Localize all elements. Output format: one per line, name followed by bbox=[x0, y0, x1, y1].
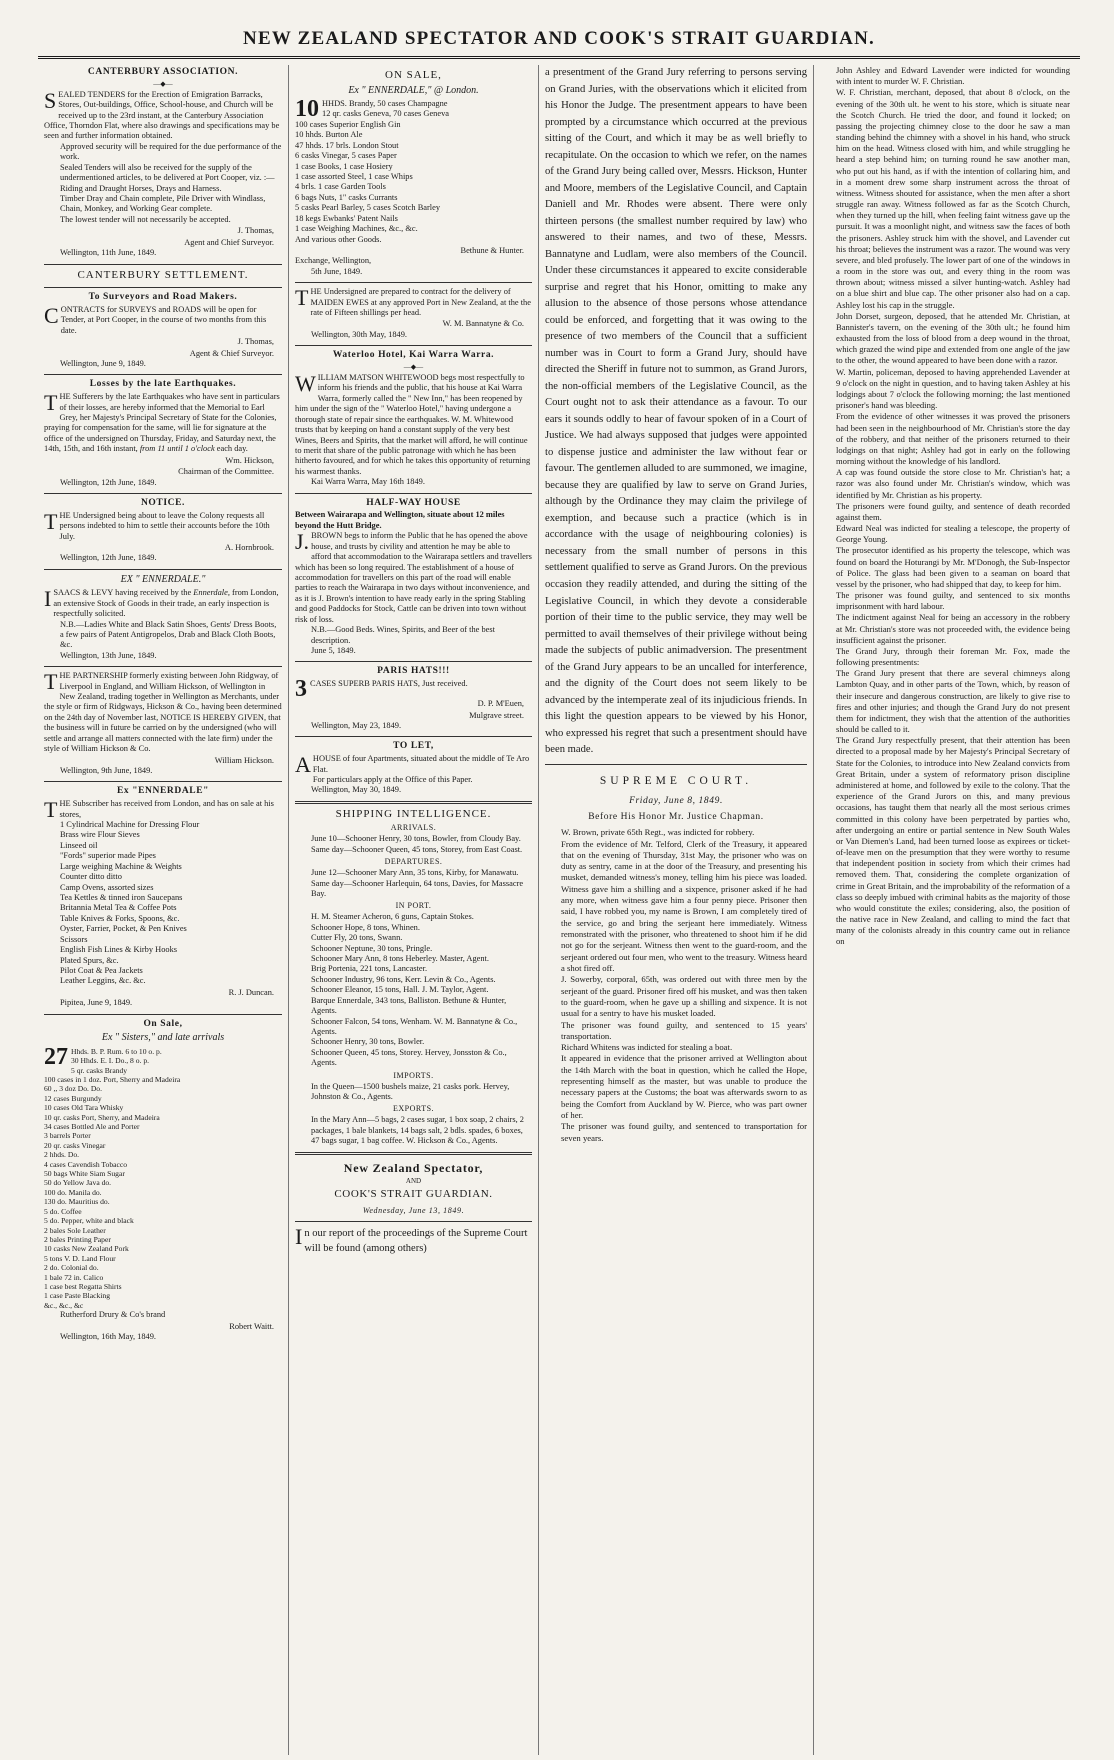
ad-heading: Ex "ENNERDALE" bbox=[116, 786, 210, 797]
report-paragraph: The indictment against Neal for being an accessory in the robbery at Mr. Christian's store was not proceeded with, the evidence being insufficient against the prisoner. bbox=[836, 612, 1070, 645]
ad-date: Wellington, May 30, 1849. bbox=[311, 785, 402, 795]
item-list bbox=[295, 96, 532, 245]
list-item: Hhds. B. P. Rum. 6 to 10 o. p. bbox=[71, 1046, 162, 1056]
ad-heading: On Sale, bbox=[143, 1018, 183, 1029]
divider bbox=[295, 282, 532, 283]
list-item: English Fish Lines & Kirby Hooks bbox=[60, 945, 178, 955]
shipping-entry: Schooner Eleanor, 15 tons, Hall. J. M. Taylor, Agent. bbox=[311, 985, 489, 995]
paper-title: New Zealand Spectator, bbox=[343, 1160, 484, 1175]
ad-signature: William Hickson. bbox=[214, 755, 274, 765]
list-item: 130 do. Mauritius do. bbox=[44, 1197, 110, 1207]
list-item: And various other Goods. bbox=[295, 234, 382, 244]
ad-date: Exchange, Wellington, bbox=[295, 256, 372, 266]
list-item: 2 do. Colonial do. bbox=[44, 1263, 99, 1273]
divider bbox=[44, 287, 282, 288]
ad-body: THE Undersigned are prepared to contract for the delivery of MAIDEN EWES at any approved Port in New Zealand, at the the rate of Fifteen shillings per head. bbox=[295, 285, 531, 318]
ad-date: Wellington, 12th June, 1849. bbox=[60, 553, 157, 563]
paper-title-and: AND bbox=[405, 1177, 422, 1186]
ad-signature: J. Thomas, bbox=[237, 226, 274, 236]
court-paragraph: It appeared in evidence that the prisoner arrived at Wellington about the 14th March with the boat in question, which he called the Hope, representing himself as the master, but was unable to produce the necessary papers at the Customs; the boat was afterwards sworn to as being the Comfort from Auckland by W. Pierce, who was part owner of her. bbox=[561, 1053, 807, 1121]
divider bbox=[295, 493, 532, 494]
column-1 bbox=[38, 65, 288, 1755]
ad-body: Sealed Tenders will also be received for the supply of the undermentioned articles, to be delivered at Port Cooper, viz. :— bbox=[60, 162, 275, 183]
list-item: 1 case Weighing Machines, &c., &c. bbox=[295, 224, 418, 234]
shipping-entry: Schooner Industry, 96 tons, Kerr. Levin & Co., Agents. bbox=[311, 974, 496, 984]
list-item: Plated Spurs, &c. bbox=[60, 955, 119, 965]
dateline: Wednesday, June 13, 1849. bbox=[362, 1205, 465, 1215]
divider bbox=[44, 264, 282, 265]
list-item: 6 casks Vinegar, 5 cases Paper bbox=[295, 151, 397, 161]
ad-body: N.B.—Ladies White and Black Satin Shoes, Gents' Dress Boots, a few pairs of Patent Antigropelos, Drab and Black Cloth Boots, &c. bbox=[60, 619, 277, 650]
report-paragraph: The Grand Jury respectfully present, that their attention has been directed to a proposal made by her Majesty's Principal Secretary of State for the Colonies, to introduce into New Zealand convicts from Great Britain, under a system of reformatory prison discipline administered at home, and followed by exile to the colony. That the experience of the Grand Jurors on this, and many previous occasions, has taught them that nearly all the most serious crimes committed in this colony have been perpetrated by parties who, after undergoing an entire or partial sentence in New South Wales or Van Diemen's Land, had been turned loose as expirees or ticket-of-leave men on the presumption that they were worthy to resume that independent position in society from which their crimes had removed them. That, considering the complete organization of crime in Great Britain, and the improbability of the reformation of a class so deeply imbued with criminal habits as the majority of those who would constitute the exiles; considering, also, the position of the native race in New Zealand, and calling to mind the fact that many of the colonists already in this country came out in reliance on bbox=[836, 735, 1070, 947]
list-item: 1 bale 72 in. Calico bbox=[44, 1272, 104, 1282]
subsection-heading: DEPARTURES. bbox=[384, 857, 443, 867]
masthead: NEW ZEALAND SPECTATOR AND COOK'S STRAIT GUARDIAN. bbox=[38, 28, 1080, 59]
list-item: Linseed oil bbox=[60, 840, 98, 850]
ad-subheading: To Surveyors and Road Makers. bbox=[88, 292, 238, 303]
list-item: 4 cases Cavendish Tobacco bbox=[44, 1159, 128, 1169]
ad-body: THE Undersigned being about to leave the Colony requests all persons indebted to him to settle their accounts before the 10th July. bbox=[44, 508, 270, 541]
ad-signature: Chairman of the Committee. bbox=[178, 467, 274, 477]
list-item: &c., &c., &c bbox=[44, 1300, 84, 1310]
list-item: 20 qr. casks Vinegar bbox=[44, 1140, 106, 1150]
list-item: 100 do. Manila do. bbox=[44, 1187, 102, 1197]
shipping-entry: Barque Ennerdale, 343 tons, Balliston. Bethune & Hunter, Agents. bbox=[311, 995, 507, 1016]
ad-date: Wellington, 30th May, 1849. bbox=[311, 329, 408, 339]
court-paragraph: The prisoner was found guilty, and sentenced to transportation for seven years. bbox=[561, 1121, 807, 1143]
ad-heading: CANTERBURY SETTLEMENT. bbox=[77, 268, 249, 281]
shipping-list bbox=[295, 912, 532, 1068]
ad-subheading: Ex " ENNERDALE," @ London. bbox=[348, 84, 479, 96]
item-list bbox=[44, 1043, 282, 1310]
ad-date: June 5, 1849. bbox=[311, 645, 356, 655]
ad-heading: HALF-WAY HOUSE bbox=[366, 497, 461, 508]
shipping-entry: In the Mary Ann—5 bags, 2 cases sugar, 1 box soap, 2 chairs, 2 packages, 1 bale blankets, 14 bags salt, 2 bdls. spades, 6 boxes, 47 bags sugar, 1 bag coffee. W. Hickson & Co., Agents. bbox=[311, 1115, 524, 1146]
list-item: 5 casks Pearl Barley, 5 cases Scotch Barley bbox=[295, 203, 441, 213]
shipping-entry: Schooner Henry, 30 tons, Bowler. bbox=[311, 1037, 425, 1047]
divider bbox=[44, 666, 282, 667]
list-item: HHDS. Brandy, 50 cases Champagne bbox=[322, 99, 448, 109]
report-paragraph: The prisoners were found guilty, and sentence of death recorded against them. bbox=[836, 500, 1070, 522]
ad-body: N.B.—Good Beds. Wines, Spirits, and Beer of the best description. bbox=[311, 625, 495, 645]
ad-heading: CANTERBURY ASSOCIATION. bbox=[87, 67, 239, 77]
divider bbox=[295, 1152, 532, 1155]
ad-date: Wellington, May 23, 1849. bbox=[311, 720, 402, 730]
ad-body: AHOUSE of four Apartments, situated about the middle of Te Aro Flat. bbox=[295, 752, 530, 778]
ad-body: CONTRACTS for SURVEYS and ROADS will be open for Tender, at Port Cooper, in the course of two months from this date. bbox=[44, 302, 267, 335]
list-item: 60 ,, 3 doz Do. Do. bbox=[44, 1084, 103, 1094]
shipping-entry: H. M. Steamer Acheron, 6 guns, Captain Stokes. bbox=[311, 912, 474, 922]
list-item: 12 qr. casks Geneva, 70 cases Geneva bbox=[322, 109, 449, 119]
ad-signature: W. M. Bannatyne & Co. bbox=[442, 319, 524, 329]
paper-subtitle: COOK'S STRAIT GUARDIAN. bbox=[334, 1188, 493, 1201]
shipping-entry: Schooner Hope, 8 tons, Whinen. bbox=[311, 922, 420, 932]
editorial-lead: In our report of the proceedings of the Supreme Court will be found (among others) bbox=[295, 1223, 528, 1255]
ad-body: For particulars apply at the Office of this Paper. bbox=[312, 775, 473, 785]
ad-signature: Agent and Chief Surveyor. bbox=[184, 237, 274, 247]
report-paragraph: The Grand Jury present that there are several chimneys along Lambton Quay, and in other parts of the Town, which, by reason of their insecure and dangerous construction, are likely to give rise to fires and other injuries; and though the Grand Jury do not present them for indictment, they wish that the attention of the authorities should be called to it. bbox=[836, 668, 1070, 735]
ad-signature: Mulgrave street. bbox=[469, 710, 524, 720]
court-date: Friday, June 8, 1849. bbox=[629, 795, 723, 806]
shipping-entry: Schooner Queen, 45 tons, Storey. Hervey, Jonsston & Co., Agents. bbox=[311, 1047, 507, 1068]
report-paragraph: W. Martin, policeman, deposed to having apprehended Lavender at 9 o'clock on the night in question, and to having taken Ashley at his lodgings about 7 o'clock the following morning; the last mentioned prisoner's hand was bleeding. bbox=[836, 366, 1070, 411]
ad-body: The lowest tender will not necessarily be accepted. bbox=[60, 214, 231, 224]
list-item: 2 bales Printing Paper bbox=[44, 1234, 111, 1244]
report-paragraph: The Grand Jury, through their foreman Mr. Fox, made the following presentments: bbox=[836, 645, 1070, 668]
list-item: 2 bales Sole Leather bbox=[44, 1225, 106, 1235]
ad-date: Wellington, June 9, 1849. bbox=[60, 359, 146, 369]
report-paragraph: John Dorset, surgeon, deposed, that he attended Mr. Christian, at Bannister's tavern, on the evening of the 30th ult.; he found him exhausted from the loss of blood from a deep wound in the throat, which grazed the wind pipe and extended from one angle of the jaw to the other, the wound appeared to have been done with a razor. bbox=[836, 310, 1070, 366]
divider bbox=[295, 661, 532, 662]
column-3 bbox=[538, 65, 813, 1755]
ad-body: WILLIAM MATSON WHITEWOOD begs most respectfully to inform his friends and the public, that his house at Kai Warra Warra, formerly called the " New Inn," has been reopened by him under the sign of the " Waterloo Hotel," having undergone a thorough state of repair since the earthquakes. W. M. Whitewood trusts that by keeping on hand a constant supply of the very best Wines, Beers and Spirits, that the market will afford, he will continue to merit that share of the public patronage with which he has been hitherto favoured, and for which he takes this opportunity of returning his warmest thanks. bbox=[295, 371, 531, 476]
shipping-entry: Cutter Fly, 20 tons, Swann. bbox=[311, 933, 403, 943]
shipping-entry: June 12—Schooner Mary Ann, 35 tons, Kirby, for Manawatu. bbox=[311, 868, 519, 878]
big-numeral: 3 bbox=[295, 676, 307, 703]
ornament: —◆— bbox=[153, 79, 173, 88]
item-list bbox=[44, 820, 282, 987]
list-item: 6 bags Nuts, 1" casks Currants bbox=[295, 192, 398, 202]
section-heading: SHIPPING INTELLIGENCE. bbox=[335, 807, 492, 820]
shipping-entry: Same day—Schooner Harlequin, 64 tons, Davies, for Massacre Bay. bbox=[311, 878, 524, 898]
list-item: 4 brls. 1 case Garden Tools bbox=[295, 182, 386, 192]
list-item: 5 qr. casks Brandy bbox=[71, 1065, 128, 1075]
list-item: 3 barrels Porter bbox=[44, 1131, 91, 1141]
court-paragraph: Richard Whitens was indicted for stealing a boat. bbox=[561, 1042, 733, 1053]
report-paragraph: A cap was found outside the store close to Mr. Christian's hat; a razor was also found under Mr. Christian's window, which was identified by Mr. Christian as his property. bbox=[836, 467, 1070, 500]
column-2 bbox=[288, 65, 538, 1755]
divider bbox=[295, 736, 532, 737]
shipping-list bbox=[295, 834, 532, 855]
list-item: 12 cases Burgundy bbox=[44, 1093, 102, 1103]
divider bbox=[44, 1014, 282, 1015]
list-item: Large weighing Machine & Weights bbox=[60, 861, 182, 871]
ad-heading: PARIS HATS!!! bbox=[377, 666, 450, 677]
list-item: "Fords" superior made Pipes bbox=[60, 851, 156, 861]
columns bbox=[38, 65, 1080, 1755]
shipping-entry: In the Queen—1500 bushels maize, 21 casks pork. Hervey, Johnston & Co., Agents. bbox=[311, 1081, 510, 1101]
shipping-entry: Schooner Falcon, 54 tons, Wenham. W. M. Bannatyne & Co., Agents. bbox=[311, 1016, 518, 1036]
shipping-entry: Schooner Neptune, 30 tons, Pringle. bbox=[311, 943, 433, 953]
report-paragraph: Edward Neal was indicted for stealing a telescope, the property of George Young. bbox=[836, 523, 1070, 545]
report-paragraph: W. F. Christian, merchant, deposed, that about 8 o'clock, on the evening of the 30th ult. he went to his store, which is situate near the Scotch Church. He tried the door, and found it locked; on passing the projecting chimney close to the door he saw a man standing behind the chimney with a shovel in his hand, who struck him on the head. Witness closed with him, and while struggling he heard a step behind him; on turning round he saw another man, who put out his hand, as if with the intention of collaring him, and in a moment drew some sharp instrument across the throat of witness. Witness shouted for assistance, when the men after a short struggle ran away. Witness followed as far as the Scotch Church, when they turned up the hill, when feeling faint witness gave up the pursuit. It was a moonlight night, and witness saw the faces of both the prisoners. Ashley struck him with the shovel, and Lavender cut his throat; believes the instrument was a razor. The wound was very severe, and bled profusely. The lower part of one of the windows in a room in the store was out, and every thing in the room was thrown about; witness missed a silver hunting-watch. Ashley had on a blue shirt and blue cap. The other prisoner also had on a cap. Ashley lost his cap in the struggle. bbox=[836, 87, 1070, 310]
divider bbox=[44, 374, 282, 375]
ad-date: Wellington, 16th May, 1849. bbox=[60, 1332, 157, 1342]
ad-signature: A. Hornbrook. bbox=[224, 543, 274, 553]
ad-date: Wellington, 11th June, 1849. bbox=[60, 248, 157, 258]
ad-date: Kai Warra Warra, May 16th 1849. bbox=[311, 477, 425, 487]
list-item: 1 case Paste Blacking bbox=[44, 1291, 111, 1301]
ad-signature: Wm. Hickson, bbox=[225, 455, 274, 465]
divider bbox=[295, 801, 532, 804]
list-item: Oyster, Farrier, Pocket, & Pen Knives bbox=[60, 924, 187, 934]
list-item: Counter ditto ditto bbox=[60, 872, 122, 882]
list-item: Pilot Coat & Pea Jackets bbox=[60, 965, 143, 975]
list-item: 5 do. Pepper, white and black bbox=[44, 1216, 134, 1226]
ad-body: J.BROWN begs to inform the Public that he has opened the above house, and trusts by civility and attention he may be able to afford that accommodation to the Wairarapa settlers and travellers which has been so long required. The establishment of a house of accommodation for travellers on this part of the road will enable parties to reach the Wairarapa in two days without inconvenience, and as it is J. Brown's intention to have ready early in the spring Stabling and good Paddocks for Stock, Cattle can be driven into town without risk of loss. bbox=[295, 529, 532, 624]
list-item: 18 kegs Ewbanks' Patent Nails bbox=[295, 213, 398, 223]
big-numeral: 10 bbox=[295, 96, 319, 123]
report-paragraph: From the evidence of other witnesses it was proved the prisoners had been seen in the neighbourhood of Mr. Christian's store the day of the robbery, and that neither of the prisoners returned to their lodgings on that night; Ashley had got in early on the following morning without the knowledge of his landlord. bbox=[836, 411, 1070, 467]
report-paragraph: John Ashley and Edward Lavender were indicted for wounding with intent to murder W. F. Christian. bbox=[836, 65, 1070, 87]
list-item: 10 casks New Zealand Pork bbox=[44, 1244, 129, 1254]
ad-signature: J. Thomas, bbox=[237, 337, 274, 347]
list-item: 10 hhds. Burton Ale bbox=[295, 130, 363, 140]
ornament: —◆— bbox=[403, 363, 424, 372]
ad-body: THE PARTNERSHIP formerly existing between John Ridgway, of Liverpool in England, and William Hickson, of Wellington in New Zealand, trading together in Wellington as Merchants, under the style or firm of Ridgways, Hickson & Co., having been determined on the 24th day of November last, NOTICE IS HEREBY GIVEN, that the business will in future be carried on by the undersigned (who will settle and arrange all matters connected with the late firm) under the style of William Hickson & Co. bbox=[44, 669, 282, 754]
ad-date: Pipitea, June 9, 1849. bbox=[60, 998, 133, 1008]
ad-date: Wellington, 9th June, 1849. bbox=[60, 766, 153, 776]
list-item: Table Knives & Forks, Spoons, &c. bbox=[60, 913, 180, 923]
subsection-heading: IN PORT. bbox=[395, 901, 432, 911]
ad-heading: EX " ENNERDALE." bbox=[120, 573, 206, 585]
court-cases bbox=[545, 827, 807, 1144]
subsection-heading: EXPORTS. bbox=[392, 1104, 435, 1114]
divider bbox=[545, 764, 807, 765]
subsection-heading: IMPORTS. bbox=[393, 1070, 434, 1080]
ad-date: 5th June, 1849. bbox=[311, 266, 363, 276]
list-item: Tea Kettles & tinned iron Saucepans bbox=[60, 893, 183, 902]
court-before: Before His Honor Mr. Justice Chapman. bbox=[588, 812, 764, 823]
ad-item: Timber Dray and Chain complete, Pile Driver with Windlass, Chain, Monkey, and Working Gear complete. bbox=[60, 193, 266, 214]
court-report bbox=[820, 65, 1070, 948]
report-paragraph: The prosecutor identified as his property the telescope, which was found on board the Hoturangi by Mr. M'Donogh, the Sub-Inspector of Police. The glass had been given to a seaman on board that vessel by the prisoner, who had shipped that day, to keep for him. bbox=[836, 545, 1070, 589]
ad-heading: Waterloo Hotel, Kai Warra Warra. bbox=[332, 350, 495, 361]
ad-heading: NOTICE. bbox=[140, 498, 186, 508]
list-item: 5 do. Coffee bbox=[44, 1206, 82, 1216]
list-item: 34 cases Bottled Ale and Porter bbox=[44, 1122, 140, 1132]
ad-heading: TO LET, bbox=[393, 741, 434, 752]
ad-signature: Agent & Chief Surveyor. bbox=[189, 348, 274, 358]
ad-signature: R. J. Duncan. bbox=[228, 987, 274, 997]
court-paragraph: J. Sowerby, corporal, 65th, was ordered out with three men by the serjeant of the guard. Prisoner fired off his musket, and was then taken to the guard-room, when he gave up a shilling and sixpence. It is not usual for a sentry to have his musket loaded. bbox=[561, 974, 807, 1019]
list-item: 100 cases in 1 doz. Port, Sherry and Madeira bbox=[44, 1075, 181, 1085]
subsection-heading: ARRIVALS. bbox=[390, 823, 437, 833]
list-item: 50 bags White Siam Sugar bbox=[44, 1169, 125, 1179]
ad-signature: Bethune & Hunter. bbox=[460, 245, 524, 255]
editorial-text: a presentment of the Grand Jury referring to persons serving on Grand Juries, with the observations which it elicited from his Honor the Judge. The presentment appears to have been prompted by a circumstance which occurred at the previous sitting of the Court, and which it may be as well briefly to recapitulate. On the occasion to which we refer, on the names of the Grand Jury being called over, Messrs. Hickson, Hunter and Moore, members of the Legislative Council, and Captain Daniell and Mr. Rhodes were absent. There were only thirteen persons (the smallest number required by law) who answered to their names, and two of these, Messrs. Bannatyne and Ludlam, were also members of the Council. Under these circumstances it appeared to excite considerable surprise and regret that his Honor, omitting to make any allusion to the absence of those persons whose attendance could be enforced, and forgetting that it was owing to the presence of two members of the Council that a sufficient number was in Court to form a Grand Jury, should have directed the Sheriff in future not to summon, as Grand Jurors, the non-official members of the Legislative Council, as the Court ought not to ask their attendance as a favour. To our ears it sounds oddly to hear of favour spoken of in a Court of Justice. We had always supposed that judges were appointed to dispense justice and administer the law without fear or favour. The gentlemen alluded to are summoned, we imagine, because they are qualified by law to serve on Grand Juries, although by the Ordinance they may claim the privilege of exemption, and because such a practice (which is in accordance with the usage of neighbouring colonies) is necessary from the small number of persons in this settlement qualified to serve as Grand Jurors. On the previous occasion they readily attended, and during the sitting of the Legislative Council, in which they devote a considerable portion of their time to the public service, they may well be permitted to avail themselves of their privilege without being made the subjects of public animadversion. The presentment of the Grand Jury appears to be an uncalled for interference, and the dignity of the Court does not seem likely to be advanced by the intemperate zeal of its injudicious friends. In this light the question appears to be viewed by his Honor, who expressed his regret that such a presentment should have been made. bbox=[545, 67, 807, 756]
list-item: Brass wire Flour Sieves bbox=[60, 830, 140, 840]
shipping-entry: Schooner Mary Ann, 8 tons Heberley. Master, Agent. bbox=[311, 954, 489, 963]
big-numeral: 27 bbox=[44, 1043, 68, 1070]
divider bbox=[44, 781, 282, 782]
list-item: 100 cases Superior English Gin bbox=[295, 119, 401, 129]
ad-body: ISAACS & LEVY having received by the Ennerdale, from London, an extensive Stock of Goods in their trade, an early inspection is respectfully solicited. bbox=[44, 586, 279, 619]
list-item: Scissors bbox=[60, 934, 88, 944]
column-4 bbox=[813, 65, 1076, 1755]
ad-signature: D. P. M'Euen, bbox=[477, 699, 524, 709]
ad-heading: ON SALE, bbox=[385, 69, 442, 81]
shipping-entry: Brig Portenia, 221 tons, Lancaster. bbox=[311, 964, 428, 974]
court-paragraph: From the evidence of Mr. Telford, Clerk of the Treasury, it appeared that on the evening of Thursday, 31st May, the prisoner who was on duty as sentry, came in at the door of the Treasury, and presenting his musket, demanded witness's money, telling him his piece was loaded. Witness gave him a shilling and a sixpence, prisoner asked if he had any more, when witness gave him a four penny piece. Prisoner then said, I have robbed you, my name is Brown, I am completely tired of the service, go and bring the serjeant here immediately. Witness remonstrated with the prisoner, who threatened to shoot him if he did not go for the serjeant. Witness then went to the guard-room, and the serjeant ordered out four men, who went to the treasury. Witness heard a shot fired off. bbox=[561, 838, 807, 973]
court-paragraph: The prisoner was found guilty, and sentenced to 15 years' transportation. bbox=[561, 1019, 807, 1041]
ad-date: Wellington, 12th June, 1849. bbox=[60, 477, 157, 487]
report-paragraph: The prisoner was found guilty, and sentenced to six months imprisonment with hard labour. bbox=[836, 590, 1070, 612]
list-item: 2 hhds. Do. bbox=[44, 1150, 80, 1160]
ad-body: THE Sufferers by the late Earthquakes who have sent in particulars of their losses, are hereby informed that the Memorial to Earl Grey, her Majesty's Principal Secretary of State for the Colonies, praying for compensation for the same, will lie for signature at the office of the undersigned on Thursday, Friday, and Saturday next, the 14th, 15th, and 16th instant, from 11 until 1 o'clock each day. bbox=[44, 390, 280, 454]
ad-item: Riding and Draught Horses, Drays and Harness. bbox=[60, 183, 222, 193]
list-item: Camp Ovens, assorted sizes bbox=[60, 882, 154, 892]
ad-body: CASES SUPERB PARIS HATS, Just received. bbox=[310, 679, 468, 689]
ad-subheading: Ex " Sisters," and late arrivals bbox=[101, 1032, 225, 1044]
list-item: 1 Cylindrical Machine for Dressing Flour bbox=[60, 820, 200, 830]
ad-body: THE Subscriber has received from London, and has on sale at his stores, bbox=[44, 797, 274, 823]
list-item: 1 case Books, 1 case Hosiery bbox=[295, 161, 393, 171]
list-item: 1 case assorted Steel, 1 case Whips bbox=[295, 171, 413, 181]
court-paragraph: W. Brown, private 65th Regt., was indicted for robbery. bbox=[561, 827, 755, 838]
list-item: Leather Leggins, &c. &c. bbox=[60, 976, 146, 986]
brand-note: Rutherford Drury & Co's brand bbox=[60, 1310, 166, 1320]
list-item: 50 do Yellow Java do. bbox=[44, 1178, 112, 1188]
ad-body: SEALED TENDERS for the Erection of Emigration Barracks, Stores, Out-buildings, Office, School-house, and Church will be received up to the 23rd instant, at the Canterbury Association Office, Thorndon Flat, where also drawings and specifications may be seen and further information obtained. bbox=[44, 87, 280, 141]
divider bbox=[295, 345, 532, 346]
list-item: 10 cases Old Tara Whisky bbox=[44, 1103, 124, 1113]
ad-body: Approved security will be required for the due performance of the work. bbox=[60, 141, 282, 162]
ad-date: Wellington, 13th June, 1849. bbox=[60, 650, 157, 660]
divider bbox=[44, 493, 282, 494]
shipping-entry: Same day—Schooner Queen, 45 tons, Storey, from East Coast. bbox=[311, 844, 523, 854]
list-item: 10 qr. casks Port, Sherry, and Madeira bbox=[44, 1112, 160, 1122]
list-item: 5 tons V. D. Land Flour bbox=[44, 1253, 116, 1263]
ad-signature: Robert Waitt. bbox=[229, 1321, 274, 1331]
shipping-entry: June 10—Schooner Henry, 30 tons, Bowler, from Cloudy Bay. bbox=[311, 834, 521, 844]
divider bbox=[295, 1221, 532, 1222]
shipping-list bbox=[295, 868, 532, 899]
list-item: 47 hhds. 17 brls. London Stout bbox=[295, 140, 399, 150]
list-item: 30 Hhds. E. I. Do., 8 o. p. bbox=[71, 1056, 150, 1066]
list-item: 1 case best Regatta Shirts bbox=[44, 1281, 122, 1291]
court-heading: SUPREME COURT. bbox=[599, 774, 753, 787]
ad-subheading: Between Wairarapa and Wellington, situate about 12 miles beyond the Hutt Bridge. bbox=[295, 510, 505, 530]
ad-heading: Losses by the late Earthquakes. bbox=[89, 379, 237, 390]
list-item: Britannia Metal Tea & Coffee Pots bbox=[60, 903, 177, 913]
divider bbox=[44, 569, 282, 570]
